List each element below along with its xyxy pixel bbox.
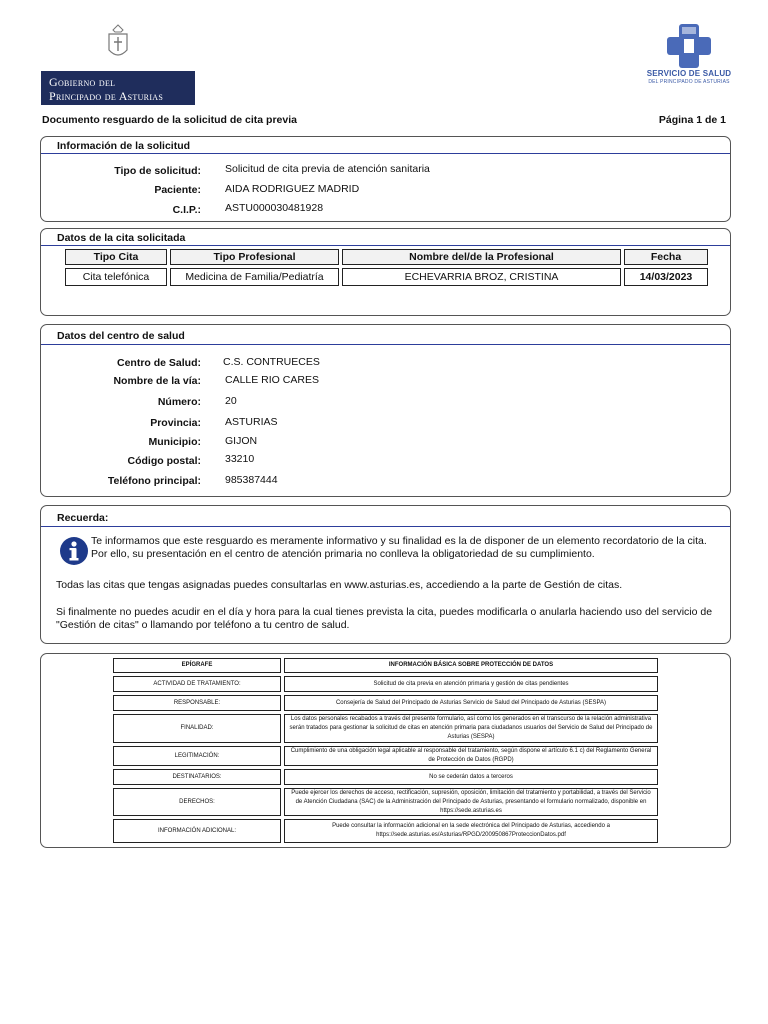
section-divider <box>41 245 730 246</box>
cell-fecha: 14/03/2023 <box>624 268 708 286</box>
protection-row-label: FINALIDAD: <box>113 714 281 743</box>
section-title: Recuerda: <box>57 512 109 524</box>
center-name-label: Centro de Salud: <box>116 357 201 369</box>
center-name-value: C.S. CONTRUECES <box>223 356 320 368</box>
col-header-tipo-cita: Tipo Cita <box>65 249 167 265</box>
cip-value: ASTU000030481928 <box>225 202 324 214</box>
protection-row-label: INFORMACIÓN ADICIONAL: <box>113 819 281 843</box>
patient-value: AIDA RODRIGUEZ MADRID <box>225 183 360 195</box>
health-service-name: SERVICIO DE SALUD <box>646 69 732 78</box>
document-title: Documento resguardo de la solicitud de cita previa <box>42 114 297 126</box>
province-value: ASTURIAS <box>225 416 278 428</box>
patient-label: Paciente: <box>154 184 201 196</box>
protection-row-value: No se cederán datos a terceros <box>284 769 658 785</box>
phone-label: Teléfono principal: <box>107 475 201 487</box>
request-type-value: Solicitud de cita previa de atención sanitaria <box>225 163 430 175</box>
protection-row-value: Cumplimiento de una obligación legal aplicable al responsable del tratamiento, según dispone el artículo 6.1 c) del Reglamento General de Protección de Datos (RGPD) <box>284 746 658 766</box>
gov-line2: Principado de Asturias <box>49 89 164 103</box>
reminder-section <box>40 505 731 644</box>
cell-tipo-cita: Cita telefónica <box>65 268 167 286</box>
col-header-fecha: Fecha <box>624 249 708 265</box>
request-type-label: Tipo de solicitud: <box>114 165 201 177</box>
number-value: 20 <box>225 395 237 407</box>
province-label: Provincia: <box>150 417 201 429</box>
municipality-label: Municipio: <box>148 436 201 448</box>
reminder-text-3b: "Gestión de citas" o llamando por teléfono a tu centro de salud. <box>56 619 350 631</box>
postal-code-label: Código postal: <box>127 455 201 467</box>
section-divider <box>41 526 730 527</box>
street-value: CALLE RIO CARES <box>225 374 319 386</box>
protection-row-label: DESTINATARIOS: <box>113 769 281 785</box>
health-service-subtitle: DEL PRINCIPADO DE ASTURIAS <box>648 79 730 85</box>
gov-line1: Gobierno del <box>49 75 116 89</box>
cell-tipo-profesional: Medicina de Familia/Pediatría <box>170 268 339 286</box>
health-center-section <box>40 324 731 497</box>
data-protection-section <box>40 653 731 848</box>
protection-row-label: LEGITIMACIÓN: <box>113 746 281 766</box>
protection-row-value: Solicitud de cita previa en atención primaria y gestión de citas pendientes <box>284 676 658 692</box>
protection-row-value: Puede ejercer los derechos de acceso, rectificación, supresión, oposición, limitación del tratamiento y portabilidad, a través del Servicio de Atención Ciudadana (SAC) de la Administración del Principado de Asturias, presentando el formulario normalizado, disponible en https://sede.asturias.es <box>284 788 658 816</box>
street-label: Nombre de la vía: <box>113 375 201 387</box>
request-info-section <box>40 136 731 222</box>
phone-value: 985387444 <box>225 474 278 486</box>
protection-row-label: DERECHOS: <box>113 788 281 816</box>
protection-row-value: Consejería de Salud del Principado de Asturias Servicio de Salud del Principado de Asturias (SESPA) <box>284 695 658 711</box>
reminder-text-3a: Si finalmente no puedes acudir en el día y hora para la cual tienes prevista la cita, puedes modificarla o anularla haciendo uso del servicio de <box>56 606 713 618</box>
appointment-section <box>40 228 731 316</box>
cip-label: C.I.P.: <box>172 204 201 216</box>
reminder-text-1b: Por ello, su presentación en el centro de atención primaria no conlleva la obligatoriedad de su cumplimiento. <box>91 548 595 560</box>
reminder-text-1a: Te informamos que este resguardo es meramente informativo y su finalidad es la de disponer de un elemento recordatorio de la cita. <box>91 535 707 547</box>
section-title: Datos de la cita solicitada <box>57 232 186 244</box>
protection-row-label: RESPONSABLE: <box>113 695 281 711</box>
municipality-value: GIJON <box>225 435 258 447</box>
page-number: Página 1 de 1 <box>658 114 726 126</box>
protection-header-right: INFORMACIÓN BÁSICA SOBRE PROTECCIÓN DE DATOS <box>284 658 658 673</box>
section-title: Datos del centro de salud <box>57 330 185 342</box>
reminder-text-2: Todas las citas que tengas asignadas puedes consultarlas en www.asturias.es, accediendo a la parte de Gestión de citas. <box>56 579 623 591</box>
col-header-tipo-profesional: Tipo Profesional <box>170 249 339 265</box>
coat-of-arms-icon <box>106 24 130 60</box>
postal-code-value: 33210 <box>225 453 255 465</box>
number-label: Número: <box>157 396 201 408</box>
section-divider <box>41 344 730 345</box>
protection-row-label: ACTIVIDAD DE TRATAMIENTO: <box>113 676 281 692</box>
cell-nombre-profesional: ECHEVARRIA BROZ, CRISTINA <box>342 268 621 286</box>
protection-row-value: Los datos personales recabados a través del presente formulario, así como los generados en el transcurso de la relación administrativa serán tratados para gestionar la solicitud de citas en atención primaria para ciudadanos usuarios del Servicio de Salud del Principado de Asturias (SESPA) <box>284 714 658 743</box>
protection-row-value: Puede consultar la información adicional en la sede electrónica del Principado de Asturias, accediendo a https://sede.asturias.es/Asturias/RPGD/200950867ProteccionDatos.pdf <box>284 819 658 843</box>
section-divider <box>41 153 730 154</box>
government-logo <box>41 71 195 105</box>
info-icon <box>59 536 89 566</box>
protection-header-left: EPÍGRAFE <box>113 658 281 673</box>
col-header-nombre-profesional: Nombre del/de la Profesional <box>342 249 621 265</box>
section-title: Información de la solicitud <box>57 140 191 152</box>
health-cross-logo-icon <box>664 24 714 68</box>
